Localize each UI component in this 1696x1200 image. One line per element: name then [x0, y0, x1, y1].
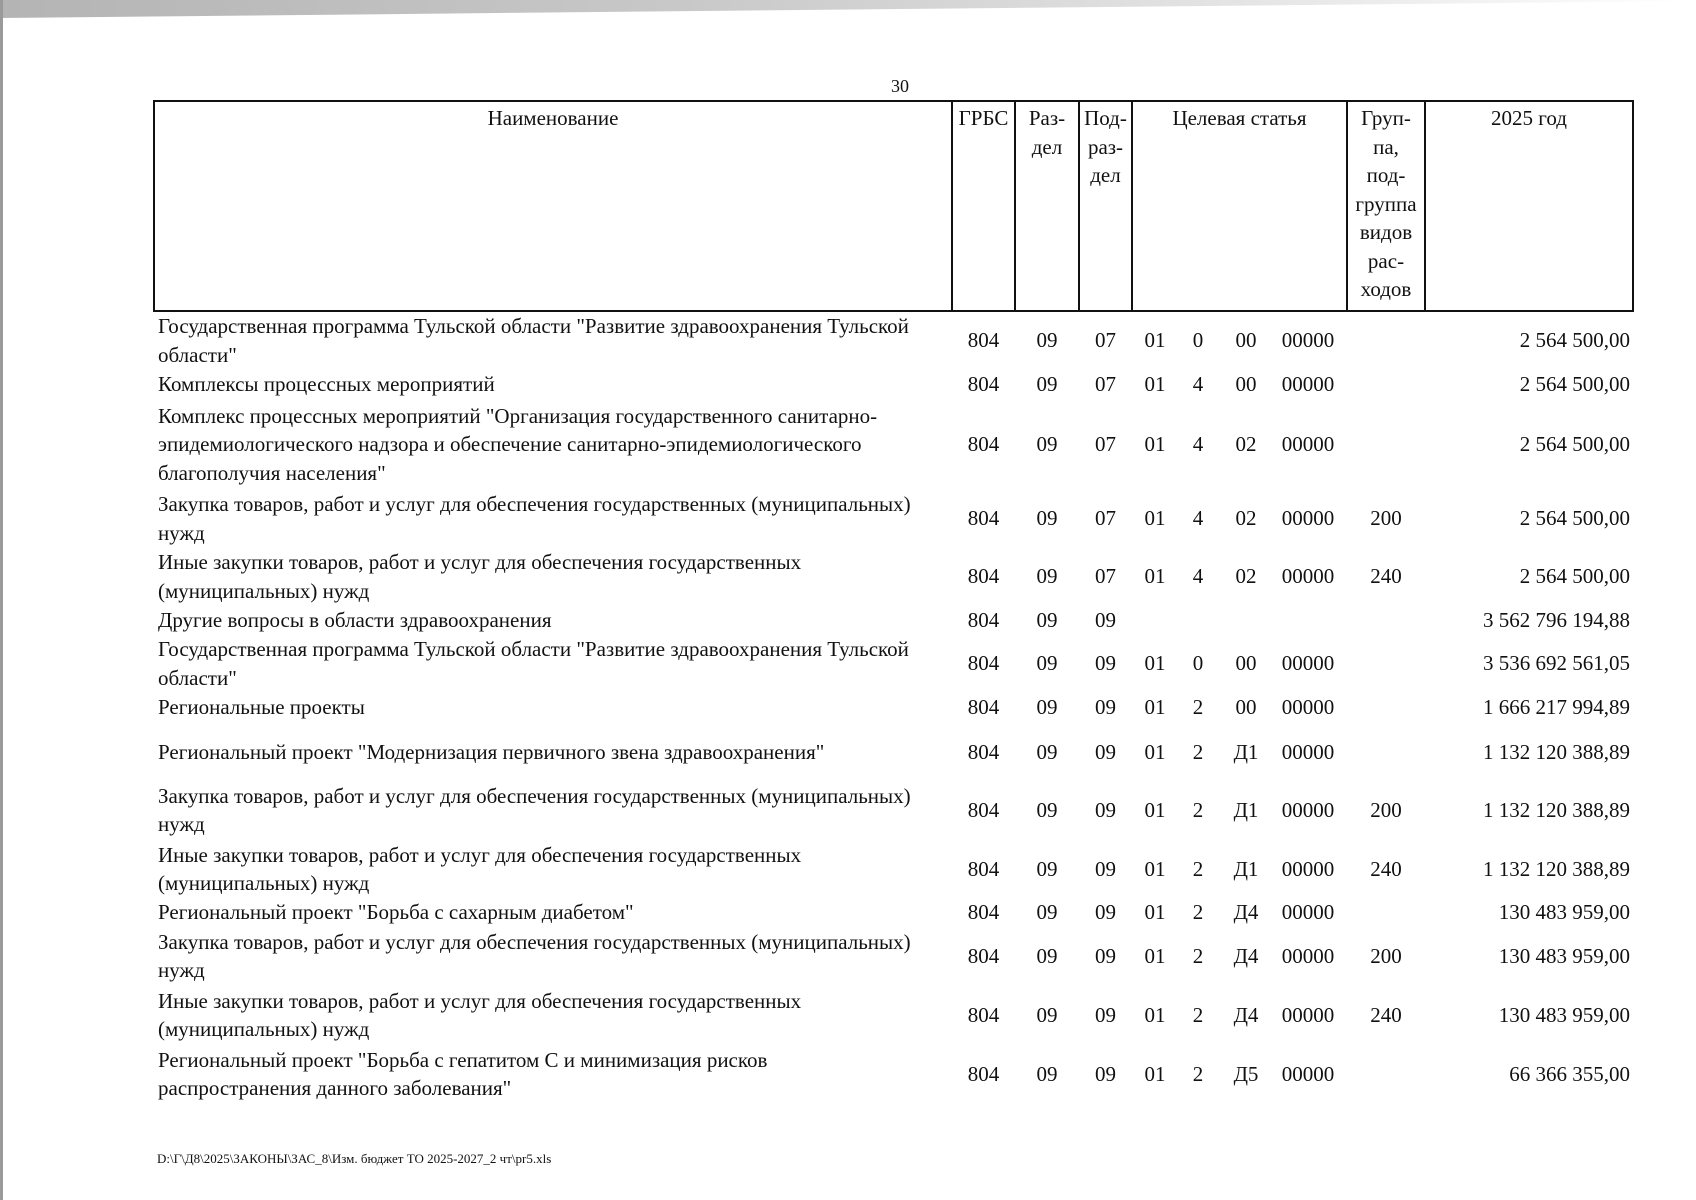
- cell-amount: 2 564 500,00: [1519, 372, 1630, 397]
- cell-target-item: [1226, 606, 1266, 635]
- table-row: [0, 635, 1696, 692]
- cell-target-item: Д4: [1233, 943, 1259, 968]
- cell-target-type: 2: [1192, 695, 1204, 720]
- cell-target-program: 01: [1144, 695, 1166, 720]
- cell-razdel: 09: [1036, 943, 1058, 968]
- cell-expense-group: [1348, 606, 1424, 635]
- table-row: [0, 490, 1696, 547]
- cell-name: Региональный проект "Борьба с гепатитом С и минимизация рисков распространения данного заболевания": [158, 1047, 768, 1100]
- cell-expense-group: [1348, 370, 1424, 399]
- cell-amount: 2 564 500,00: [1519, 432, 1630, 457]
- table-row: [0, 1045, 1696, 1103]
- table-row: [0, 927, 1696, 985]
- cell-razdel: 09: [1036, 372, 1058, 397]
- table-row: [0, 548, 1696, 605]
- cell-amount: 1 132 120 388,89: [1483, 797, 1630, 822]
- cell-name: Другие вопросы в области здравоохранения: [158, 608, 552, 633]
- cell-target-program: 01: [1144, 739, 1166, 764]
- cell-target-program: 01: [1144, 432, 1166, 457]
- cell-target-item: 02: [1235, 432, 1257, 457]
- cell-target-type: 2: [1192, 1061, 1204, 1086]
- cell-grbs: 804: [967, 608, 1000, 633]
- cell-target-program: 01: [1144, 943, 1166, 968]
- cell-name: Иные закупки товаров, работ и услуг для обеспечения государственных (муниципальных) нужд: [158, 550, 802, 603]
- cell-amount: 130 483 959,00: [1498, 900, 1630, 925]
- cell-razdel: 09: [1036, 1002, 1058, 1027]
- cell-grbs: 804: [967, 1002, 1000, 1027]
- cell-amount: 2 564 500,00: [1519, 564, 1630, 589]
- cell-razdel: 09: [1036, 564, 1058, 589]
- cell-amount: 1 132 120 388,89: [1483, 856, 1630, 881]
- cell-target-direction: 00000: [1281, 506, 1335, 531]
- cell-podrazdel: 09: [1095, 1002, 1116, 1027]
- cell-target-program: 01: [1144, 506, 1166, 531]
- cell-name: Закупка товаров, работ и услуг для обеспечения государственных (муниципальных) нужд: [158, 929, 911, 982]
- cell-podrazdel: 07: [1095, 564, 1116, 589]
- cell-target-program: 01: [1144, 372, 1166, 397]
- cell-target-direction: 00000: [1281, 651, 1335, 676]
- table-row: [0, 840, 1696, 898]
- cell-podrazdel: 09: [1095, 856, 1116, 881]
- cell-name: Закупка товаров, работ и услуг для обеспечения государственных (муниципальных) нужд: [158, 783, 911, 836]
- cell-grbs: 804: [967, 651, 1000, 676]
- cell-name: Иные закупки товаров, работ и услуг для обеспечения государственных (муниципальных) нужд: [158, 842, 802, 895]
- cell-name: Региональный проект "Борьба с сахарным диабетом": [158, 900, 634, 925]
- cell-podrazdel: 07: [1095, 506, 1116, 531]
- cell-expense-group: [1348, 693, 1424, 722]
- cell-target-direction: 00000: [1281, 797, 1335, 822]
- cell-expense-group: 200: [1370, 797, 1402, 822]
- cell-grbs: 804: [967, 856, 1000, 881]
- cell-target-program: 01: [1144, 1002, 1166, 1027]
- cell-expense-group: [1348, 400, 1424, 489]
- cell-target-item: 02: [1235, 564, 1257, 589]
- cell-name: Комплексы процессных мероприятий: [158, 372, 495, 397]
- cell-expense-group: 240: [1370, 1002, 1402, 1027]
- cell-expense-group: 240: [1370, 856, 1402, 881]
- cell-target-type: 2: [1192, 900, 1204, 925]
- column-header-name: Наименование: [487, 106, 619, 130]
- cell-expense-group: [1348, 1045, 1424, 1103]
- table-row: [0, 898, 1696, 927]
- cell-name: Иные закупки товаров, работ и услуг для обеспечения государственных (муниципальных) нужд: [158, 988, 802, 1041]
- cell-amount: 130 483 959,00: [1498, 943, 1630, 968]
- cell-podrazdel: 07: [1095, 432, 1116, 457]
- cell-name: Государственная программа Тульской области "Развитие здравоохранения Тульской области": [158, 314, 909, 367]
- cell-razdel: 09: [1036, 506, 1058, 531]
- cell-amount: 1 666 217 994,89: [1483, 695, 1630, 720]
- cell-target-program: 01: [1144, 1061, 1166, 1086]
- cell-target-program: 01: [1144, 564, 1166, 589]
- cell-target-program: 01: [1144, 900, 1166, 925]
- column-header-year: 2025 год: [1491, 106, 1567, 130]
- cell-grbs: 804: [967, 739, 1000, 764]
- cell-razdel: 09: [1036, 856, 1058, 881]
- cell-target-direction: 00000: [1281, 328, 1335, 353]
- cell-target-type: [1186, 606, 1210, 635]
- cell-target-program: [1140, 606, 1170, 635]
- cell-expense-group: [1348, 312, 1424, 369]
- cell-target-direction: 00000: [1281, 856, 1335, 881]
- cell-podrazdel: 07: [1095, 372, 1116, 397]
- cell-target-item: Д1: [1233, 797, 1259, 822]
- cell-razdel: 09: [1036, 328, 1058, 353]
- cell-target-type: 2: [1192, 797, 1204, 822]
- cell-podrazdel: 09: [1095, 651, 1116, 676]
- cell-target-direction: 00000: [1281, 943, 1335, 968]
- cell-target-item: 02: [1235, 506, 1257, 531]
- cell-name: Комплекс процессных мероприятий "Организация государственного санитарно-эпидемиологического надзора и обеспечение санитарно-эпидемиологического благополучия населения": [158, 403, 878, 485]
- cell-target-direction: 00000: [1281, 900, 1335, 925]
- cell-expense-group: 200: [1370, 943, 1402, 968]
- cell-amount: 2 564 500,00: [1519, 328, 1630, 353]
- cell-target-program: 01: [1144, 856, 1166, 881]
- column-header-group: Груп- па, под- группа видов рас- ходов: [1355, 106, 1417, 301]
- cell-expense-group: [1348, 635, 1424, 692]
- cell-target-item: 00: [1235, 328, 1257, 353]
- cell-target-type: 2: [1192, 943, 1204, 968]
- cell-grbs: 804: [967, 506, 1000, 531]
- cell-target-type: 2: [1192, 856, 1204, 881]
- cell-target-direction: [1276, 606, 1340, 635]
- table-row: [0, 723, 1696, 781]
- cell-target-direction: 00000: [1281, 1061, 1335, 1086]
- cell-razdel: 09: [1036, 608, 1058, 633]
- table-row: [0, 781, 1696, 839]
- table-row: [0, 370, 1696, 399]
- cell-expense-group: [1348, 723, 1424, 781]
- cell-amount: 2 564 500,00: [1519, 506, 1630, 531]
- cell-target-item: Д4: [1233, 900, 1259, 925]
- cell-target-program: 01: [1144, 328, 1166, 353]
- column-header-grbs: ГРБС: [958, 106, 1009, 130]
- cell-podrazdel: 09: [1095, 900, 1116, 925]
- table-row: [0, 606, 1696, 635]
- scan-edge-shadow: [0, 0, 1696, 18]
- cell-target-item: 00: [1235, 695, 1257, 720]
- cell-amount: 3 562 796 194,88: [1483, 608, 1630, 633]
- cell-name: Закупка товаров, работ и услуг для обеспечения государственных (муниципальных) нужд: [158, 492, 911, 545]
- cell-target-type: 4: [1192, 372, 1204, 397]
- table-row: [0, 400, 1696, 489]
- cell-amount: 3 536 692 561,05: [1483, 651, 1630, 676]
- cell-target-type: 0: [1192, 651, 1204, 676]
- column-header-razdel: Раз- дел: [1028, 106, 1066, 159]
- column-header-target: Целевая статья: [1172, 106, 1307, 130]
- cell-razdel: 09: [1036, 432, 1058, 457]
- cell-target-direction: 00000: [1281, 564, 1335, 589]
- table-row: [0, 312, 1696, 369]
- cell-target-item: Д4: [1233, 1002, 1259, 1027]
- cell-name: Региональный проект "Модернизация первичного звена здравоохранения": [158, 739, 825, 764]
- cell-podrazdel: 09: [1095, 797, 1116, 822]
- cell-grbs: 804: [967, 372, 1000, 397]
- table-row: [0, 693, 1696, 722]
- cell-podrazdel: 09: [1095, 695, 1116, 720]
- cell-grbs: 804: [967, 564, 1000, 589]
- cell-podrazdel: 07: [1095, 328, 1116, 353]
- cell-grbs: 804: [967, 695, 1000, 720]
- cell-razdel: 09: [1036, 1061, 1058, 1086]
- cell-target-item: Д5: [1233, 1061, 1259, 1086]
- cell-grbs: 804: [967, 797, 1000, 822]
- cell-expense-group: [1348, 898, 1424, 927]
- cell-target-type: 4: [1192, 564, 1204, 589]
- cell-target-program: 01: [1144, 651, 1166, 676]
- cell-expense-group: 200: [1370, 506, 1402, 531]
- cell-podrazdel: 09: [1095, 1061, 1116, 1086]
- file-path: D:\Г\Д8\2025\ЗАКОНЫ\ЗАС_8\Изм. бюджет ТО 2025-2027_2 чт\pr5.xls: [157, 1151, 552, 1166]
- cell-name: Региональные проекты: [158, 695, 365, 720]
- cell-grbs: 804: [967, 943, 1000, 968]
- cell-podrazdel: 09: [1095, 608, 1116, 633]
- cell-amount: 130 483 959,00: [1498, 1002, 1630, 1027]
- cell-grbs: 804: [967, 328, 1000, 353]
- page-number: 30: [891, 76, 909, 96]
- cell-razdel: 09: [1036, 695, 1058, 720]
- cell-target-direction: 00000: [1281, 695, 1335, 720]
- cell-target-item: Д1: [1233, 739, 1259, 764]
- cell-razdel: 09: [1036, 900, 1058, 925]
- cell-target-item: Д1: [1233, 856, 1259, 881]
- cell-target-direction: 00000: [1281, 372, 1335, 397]
- cell-name: Государственная программа Тульской области "Развитие здравоохранения Тульской области": [158, 637, 909, 690]
- column-header-podrazdel: Под- раз- дел: [1084, 106, 1127, 187]
- table-row: [0, 986, 1696, 1044]
- cell-target-item: 00: [1235, 372, 1257, 397]
- cell-target-type: 2: [1192, 1002, 1204, 1027]
- cell-target-direction: 00000: [1281, 432, 1335, 457]
- cell-target-program: 01: [1144, 797, 1166, 822]
- cell-target-type: 4: [1192, 432, 1204, 457]
- cell-target-type: 4: [1192, 506, 1204, 531]
- cell-amount: 1 132 120 388,89: [1483, 739, 1630, 764]
- cell-target-type: 2: [1192, 739, 1204, 764]
- cell-target-type: 0: [1192, 328, 1204, 353]
- cell-podrazdel: 09: [1095, 943, 1116, 968]
- cell-target-direction: 00000: [1281, 1002, 1335, 1027]
- cell-grbs: 804: [967, 900, 1000, 925]
- cell-target-item: 00: [1235, 651, 1257, 676]
- cell-grbs: 804: [967, 1061, 1000, 1086]
- cell-podrazdel: 09: [1095, 739, 1116, 764]
- cell-razdel: 09: [1036, 651, 1058, 676]
- cell-amount: 66 366 355,00: [1509, 1061, 1630, 1086]
- cell-expense-group: 240: [1370, 564, 1402, 589]
- cell-razdel: 09: [1036, 739, 1058, 764]
- cell-target-direction: 00000: [1281, 739, 1335, 764]
- cell-grbs: 804: [967, 432, 1000, 457]
- cell-razdel: 09: [1036, 797, 1058, 822]
